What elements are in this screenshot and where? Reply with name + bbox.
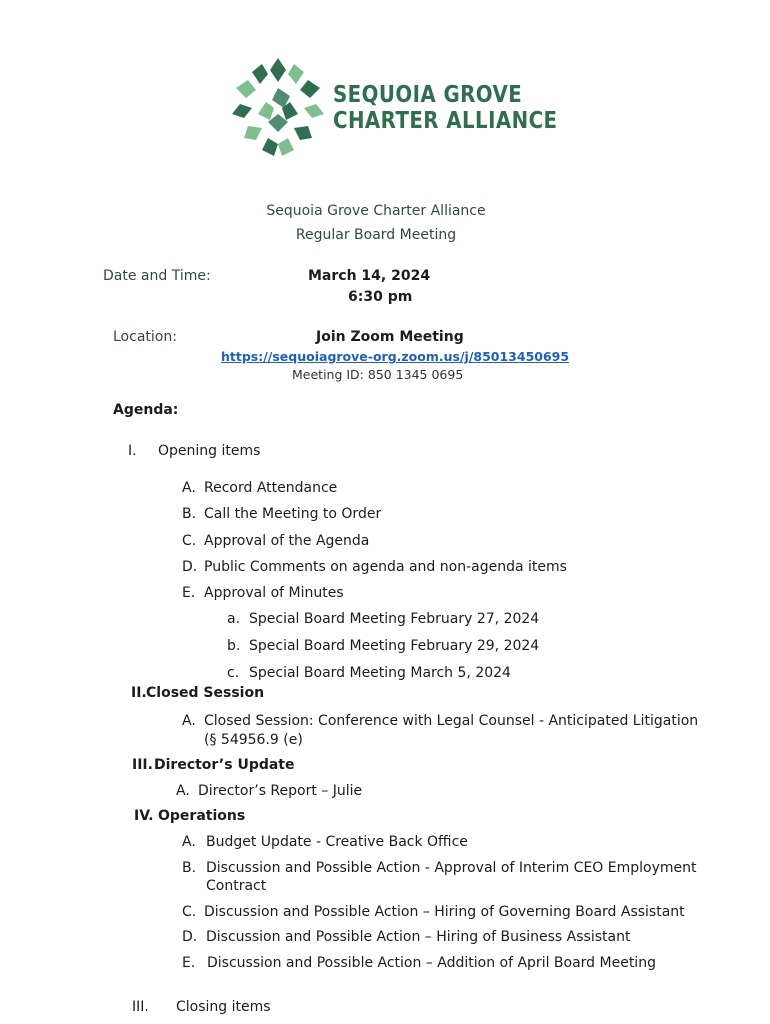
list-item: Director’s Report – Julie — [198, 783, 363, 799]
list-item: Discussion and Possible Action – Addition of April Board Meeting — [207, 955, 656, 971]
agenda-label: Agenda: — [113, 402, 179, 418]
list-item-letter: A. — [182, 480, 196, 496]
list-item-letter: D. — [182, 559, 198, 575]
section-1-num: I. — [128, 443, 137, 459]
section-4-num: IV. — [134, 808, 154, 824]
list-item: Call the Meeting to Order — [204, 506, 382, 522]
list-item: Closed Session: Conference with Legal Counsel - Anticipated Litigation — [204, 713, 699, 729]
sub-item: Special Board Meeting March 5, 2024 — [249, 665, 511, 681]
list-item-letter: B. — [182, 506, 197, 522]
list-item-letter: B. — [182, 860, 197, 876]
meeting-date: March 14, 2024 — [308, 268, 431, 284]
list-item-letter: A. — [182, 713, 196, 729]
list-item: Approval of the Agenda — [204, 533, 370, 549]
sub-item-letter: c. — [227, 665, 240, 681]
list-item-cont: (§ 54956.9 (e) — [204, 732, 303, 748]
list-item: Discussion and Possible Action – Hiring of Governing Board Assistant — [204, 904, 685, 920]
meeting-time: 6:30 pm — [348, 289, 413, 305]
meeting-id: Meeting ID: 850 1345 0695 — [292, 367, 464, 382]
date-label: Date and Time: — [103, 268, 211, 284]
list-item: Discussion and Possible Action - Approval of Interim CEO Employment — [206, 860, 697, 876]
list-item-letter: E. — [182, 585, 196, 601]
org-name: Sequoia Grove Charter Alliance — [266, 203, 486, 219]
list-item-letter: E. — [182, 955, 196, 971]
list-item: Public Comments on agenda and non-agenda items — [204, 559, 567, 575]
list-item-cont: Contract — [206, 878, 267, 894]
logo-mark-icon — [232, 58, 324, 156]
logo-line-2: CHARTER ALLIANCE — [333, 108, 558, 134]
section-5-num: III. — [132, 999, 149, 1015]
section-3-title: Director’s Update — [154, 757, 295, 773]
section-2-num: II. — [131, 685, 147, 701]
logo-line-1: SEQUOIA GROVE — [333, 82, 523, 108]
location-title: Join Zoom Meeting — [316, 329, 464, 345]
list-item: Budget Update - Creative Back Office — [206, 834, 468, 850]
meeting-title: Regular Board Meeting — [295, 227, 457, 243]
list-item: Discussion and Possible Action – Hiring of Business Assistant — [206, 929, 631, 945]
zoom-link[interactable]: https://sequoiagrove-org.zoom.us/j/85013450695 — [221, 349, 570, 364]
section-2-title: Closed Session — [146, 685, 265, 701]
location-label: Location: — [113, 329, 177, 345]
sub-item: Special Board Meeting February 29, 2024 — [249, 638, 540, 654]
section-1-title: Opening items — [158, 443, 261, 459]
list-item-letter: C. — [182, 533, 197, 549]
section-3-num: III. — [132, 757, 153, 773]
list-item-letter: A. — [182, 834, 196, 850]
list-item: Approval of Minutes — [204, 585, 344, 601]
sub-item-letter: a. — [227, 611, 241, 627]
list-item-letter: A. — [176, 783, 190, 799]
section-4-title: Operations — [158, 808, 246, 824]
list-item: Record Attendance — [204, 480, 338, 496]
section-5-title: Closing items — [176, 999, 271, 1015]
list-item-letter: D. — [182, 929, 198, 945]
list-item-letter: C. — [182, 904, 197, 920]
sub-item: Special Board Meeting February 27, 2024 — [249, 611, 540, 627]
sub-item-letter: b. — [227, 638, 241, 654]
